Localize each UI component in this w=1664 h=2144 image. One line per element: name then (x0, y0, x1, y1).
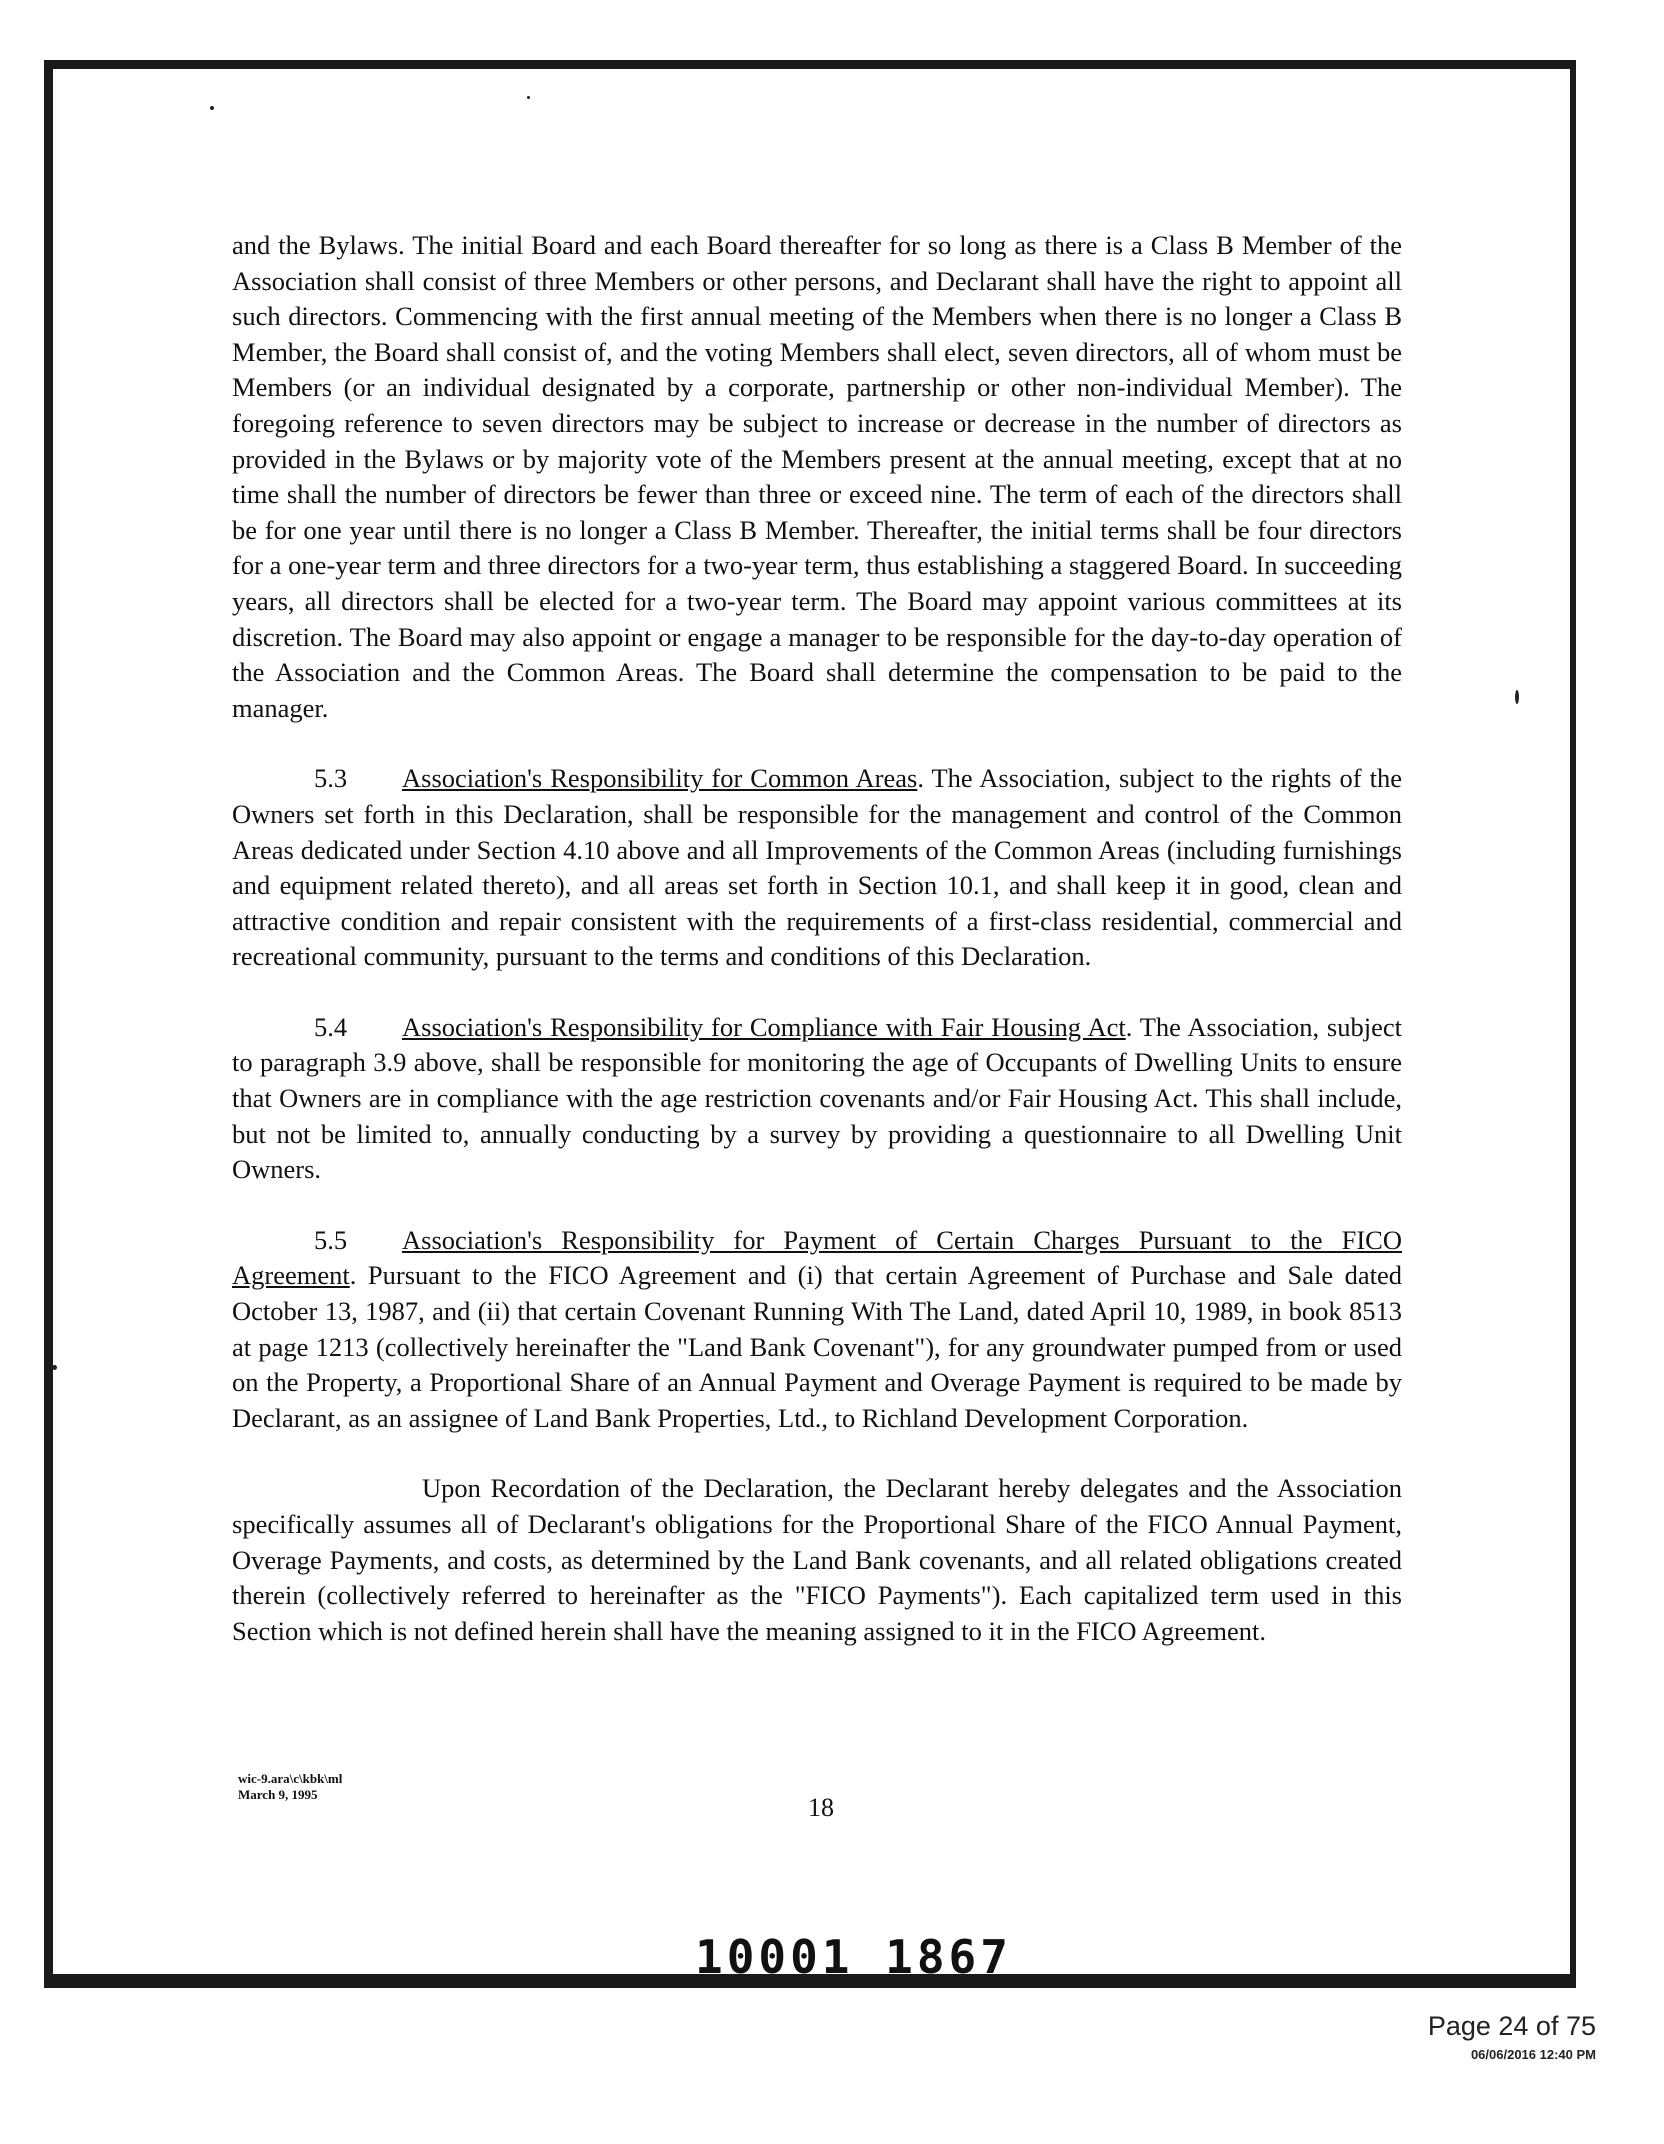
section-number: 5.3 (314, 763, 348, 794)
section-text: . The Association, subject to the rights of the Owners set forth in this Declaration, shall be responsible for the management and control of the Common Areas dedicated under Section 4.10 above and all Improvements of the Common Areas (including furnishings and equipment related thereto), and all areas set forth in Section 10.1, and shall keep it in good, clean and attractive condition and repair consistent with the requirements of a first-class residential, commercial and recreational community, pursuant to the terms and conditions of this Declaration. (232, 763, 1402, 972)
footer-file-reference (238, 1771, 342, 1803)
file-ref: wic-9.ara\c\kbk\ml (238, 1771, 343, 1786)
scan-speck (527, 96, 530, 99)
document-page-number: 18 (808, 1793, 834, 1822)
section-number: 5.4 (314, 1011, 348, 1042)
scan-speck (1515, 690, 1519, 704)
section-heading: Association's Responsibility for Common Areas (402, 763, 918, 794)
paragraph: Upon Recordation of the Declaration, the Declarant hereby delegates and the Association specifically assumes all of Declarant's obligations for the Proportional Share of the FICO Annual Payment, Overage Payments, and costs, as determined by the Land Bank covenants, and all related obligations created therein (collectively referred to hereinafter as the "FICO Payments"). Each capitalized term used in this Section which is not defined herein shall have the meaning assigned to it in the FICO Agreement. (232, 1473, 1402, 1646)
section-number: 5.5 (314, 1224, 348, 1255)
section-5-4 (232, 1010, 1402, 1188)
section-heading: Association's Responsibility for Compliance with Fair Housing Act (402, 1011, 1126, 1042)
page-indicator: Page 24 of 75 (1427, 2011, 1596, 2041)
section-5-3 (232, 761, 1402, 975)
section-5-5 (232, 1223, 1402, 1437)
section-heading: Association's Responsibility for Payment of Certain Charges Pursuant to the FICO Agreement (232, 1224, 1402, 1291)
recording-stamp: 10001 1867 (695, 1930, 1012, 1984)
print-timestamp: 06/06/2016 12:40 PM (1470, 2047, 1596, 2062)
section-text: . Pursuant to the FICO Agreement and (i) that certain Agreement of Purchase and Sale dated October 13, 1987, and (ii) that certain Covenant Running With The Land, dated April 10, 1989, in book 8513 at page 1213 (collectively hereinafter the "Land Bank Covenant"), for any groundwater pumped from or used on the Property, a Proportional Share of an Annual Payment and Overage Payment is required to be made by Declarant, as an assignee of Land Bank Properties, Ltd., to Richland Development Corporation. (232, 1260, 1402, 1433)
scan-speck (52, 1365, 57, 1370)
section-text: . The Association, subject to paragraph 3.9 above, shall be responsible for monitoring the age of Occupants of Dwelling Units to ensure that Owners are in compliance with the age restriction covenants and/or Fair Housing Act. This shall include, but not be limited to, annually conducting by a survey by providing a questionnaire to all Dwelling Unit Owners. (232, 1011, 1402, 1185)
document-body (232, 228, 1402, 1649)
document-date: March 9, 1995 (238, 1787, 318, 1802)
scan-speck (210, 106, 214, 110)
paragraph: and the Bylaws. The initial Board and each Board thereafter for so long as there is a Class B Member of the Association shall consist of three Members or other persons, and Declarant shall have the right to appoint all such directors. Commencing with the first annual meeting of the Members when there is no longer a Class B Member, the Board shall consist of, and the voting Members shall elect, seven directors, all of whom must be Members (or an individual designated by a corporate, partnership or other non-individual Member). The foregoing reference to seven directors may be subject to increase or decrease in the number of directors as provided in the Bylaws or by majority vote of the Members present at the annual meeting, except that at no time shall the number of directors be fewer than three or exceed nine. The term of each of the directors shall be for one year until there is no longer a Class B Member. Thereafter, the initial terms shall be four directors for a one-year term and three directors for a two-year term, thus establishing a staggered Board. In succeeding years, all directors shall be elected for a two-year term. The Board may appoint various committees at its discretion. The Board may also appoint or engage a manager to be responsible for the day-to-day operation of the Association and the Common Areas. The Board shall determine the compensation to be paid to the manager. (232, 230, 1402, 723)
